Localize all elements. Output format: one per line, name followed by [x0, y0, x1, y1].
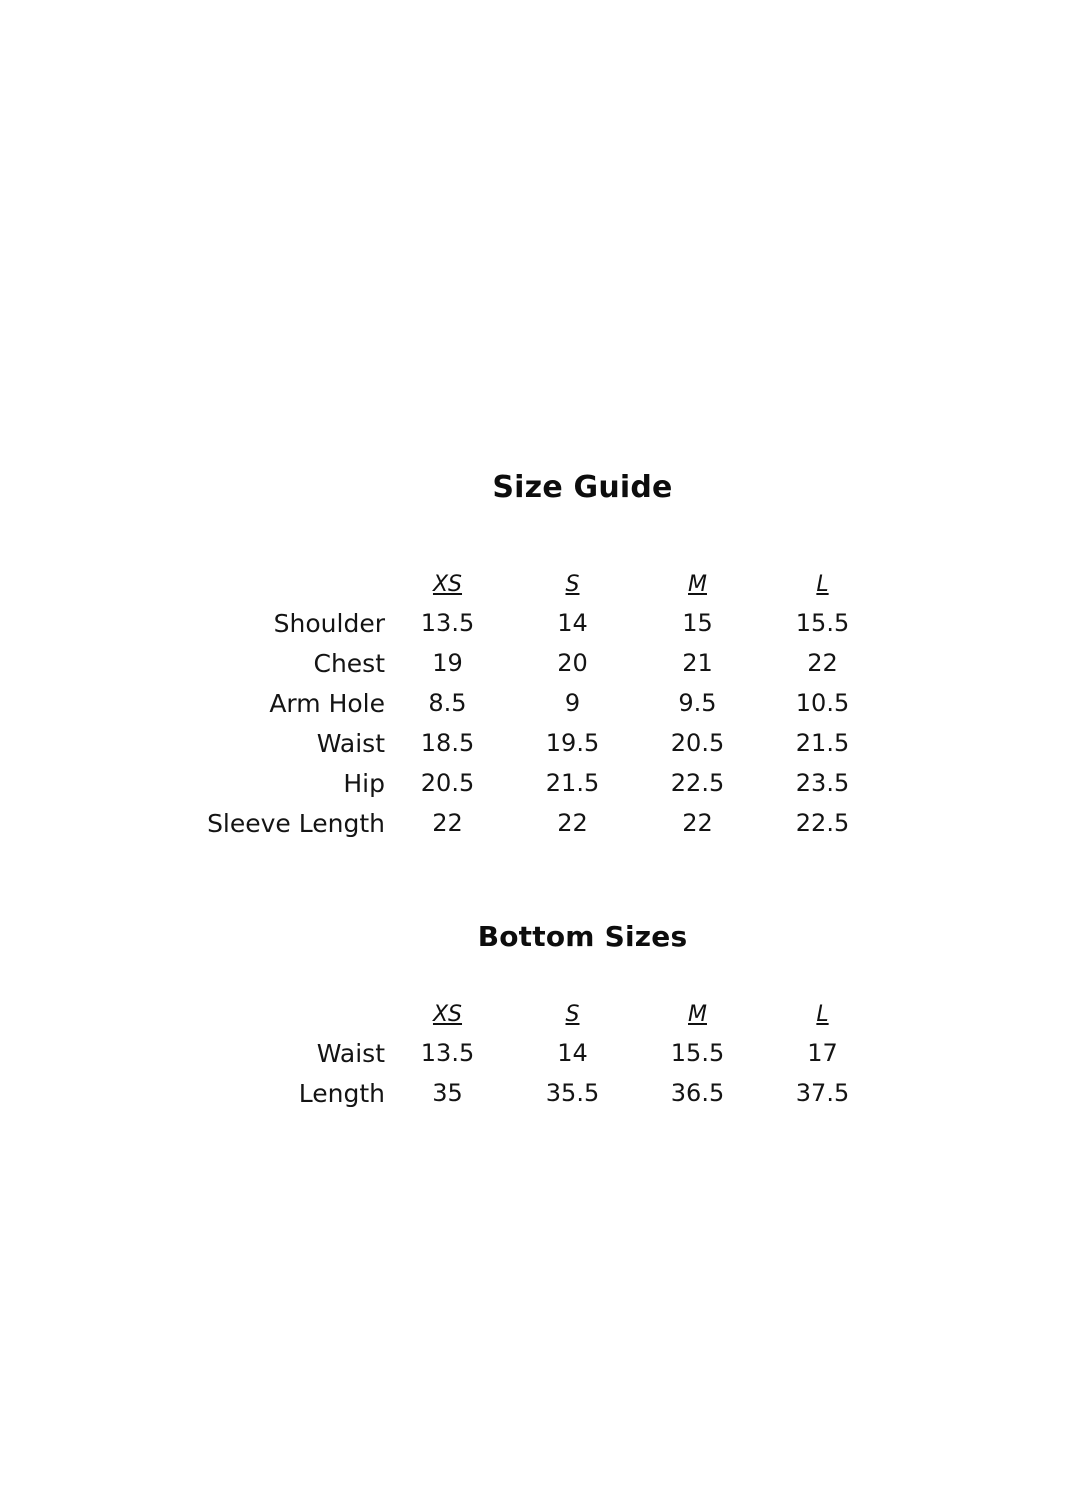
- cell-bottom-waist-s: 14: [557, 1039, 588, 1067]
- column-header-xs: XS: [432, 1001, 463, 1027]
- table-row: [155, 643, 885, 683]
- cell-chest-xs: 19: [432, 649, 463, 677]
- cell-arm-hole-l: 10.5: [795, 689, 850, 717]
- column-header-m: M: [688, 1001, 707, 1027]
- bottom-sizes-table: [155, 995, 885, 1113]
- cell-shoulder-m: 15: [682, 609, 713, 637]
- cell-arm-hole-xs: 8.5: [428, 689, 467, 717]
- row-label-length: Length: [298, 1078, 385, 1108]
- cell-hip-xs: 20.5: [420, 769, 475, 797]
- column-header-s: S: [565, 571, 580, 597]
- table-row: [155, 683, 885, 723]
- cell-waist-m: 20.5: [670, 729, 725, 757]
- cell-chest-l: 22: [807, 649, 838, 677]
- cell-chest-m: 21: [682, 649, 713, 677]
- size-guide-table-body: [155, 603, 885, 843]
- row-label-waist: Waist: [316, 1038, 385, 1068]
- header-corner-blank: [155, 995, 385, 1033]
- size-guide-heading: Size Guide: [492, 470, 673, 505]
- cell-sleeve-length-l: 22.5: [795, 809, 850, 837]
- row-label-waist: Waist: [316, 728, 385, 758]
- cell-waist-xs: 18.5: [420, 729, 475, 757]
- cell-hip-s: 21.5: [545, 769, 600, 797]
- table-row: [155, 1073, 885, 1113]
- size-guide-table: [155, 565, 885, 843]
- cell-bottom-waist-xs: 13.5: [420, 1039, 475, 1067]
- table-header-row: [155, 995, 885, 1033]
- cell-hip-l: 23.5: [795, 769, 850, 797]
- bottom-sizes-table-header: [155, 995, 885, 1033]
- bottom-sizes-heading: Bottom Sizes: [477, 920, 688, 953]
- cell-shoulder-xs: 13.5: [420, 609, 475, 637]
- cell-bottom-length-m: 36.5: [670, 1079, 725, 1107]
- cell-bottom-waist-l: 17: [807, 1039, 838, 1067]
- cell-shoulder-s: 14: [557, 609, 588, 637]
- cell-shoulder-l: 15.5: [795, 609, 850, 637]
- column-header-s: S: [565, 1001, 580, 1027]
- table-row: [155, 723, 885, 763]
- table-row: [155, 603, 885, 643]
- column-header-l: L: [816, 1001, 829, 1027]
- cell-sleeve-length-m: 22: [682, 809, 713, 837]
- cell-chest-s: 20: [557, 649, 588, 677]
- table-row: [155, 763, 885, 803]
- cell-bottom-waist-m: 15.5: [670, 1039, 725, 1067]
- bottom-sizes-table-body: [155, 1033, 885, 1113]
- cell-waist-s: 19.5: [545, 729, 600, 757]
- cell-sleeve-length-s: 22: [557, 809, 588, 837]
- column-header-l: L: [816, 571, 829, 597]
- column-header-m: M: [688, 571, 707, 597]
- table-row: [155, 1033, 885, 1073]
- cell-hip-m: 22.5: [670, 769, 725, 797]
- cell-arm-hole-m: 9.5: [678, 689, 717, 717]
- column-header-xs: XS: [432, 571, 463, 597]
- cell-bottom-length-s: 35.5: [545, 1079, 600, 1107]
- cell-bottom-length-l: 37.5: [795, 1079, 850, 1107]
- table-row: [155, 803, 885, 843]
- table-header-row: [155, 565, 885, 603]
- row-label-hip: Hip: [343, 768, 385, 798]
- row-label-chest: Chest: [313, 648, 385, 678]
- cell-waist-l: 21.5: [795, 729, 850, 757]
- row-label-arm-hole: Arm Hole: [269, 688, 385, 718]
- cell-sleeve-length-xs: 22: [432, 809, 463, 837]
- cell-arm-hole-s: 9: [564, 689, 581, 717]
- row-label-shoulder: Shoulder: [273, 608, 385, 638]
- cell-bottom-length-xs: 35: [432, 1079, 463, 1107]
- header-corner-blank: [155, 565, 385, 603]
- size-guide-table-header: [155, 565, 885, 603]
- row-label-sleeve-length: Sleeve Length: [207, 808, 385, 838]
